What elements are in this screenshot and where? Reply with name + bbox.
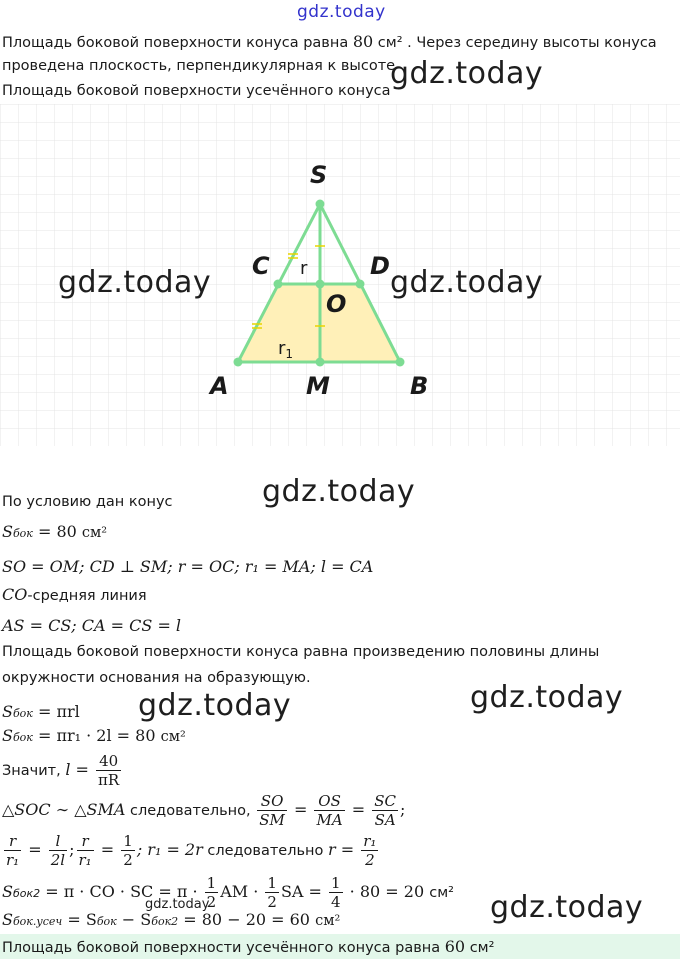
point-s xyxy=(316,200,325,209)
answer-text: Площадь боковой поверхности усечённого конуса равна 60 см² xyxy=(2,937,495,956)
label-m: M xyxy=(306,372,330,400)
formula-text-2: окружности основания на образующую. xyxy=(2,670,311,686)
formula-so-om: SO = OM; CD ⊥ SM; r = OC; r₁ = MA; l = CA xyxy=(2,557,374,576)
point-b xyxy=(396,358,405,367)
formula-as-cs: AS = CS; CA = CS = l xyxy=(2,616,182,635)
point-d xyxy=(356,280,365,289)
watermark: gdz.today xyxy=(138,688,292,723)
formula-s-frustum: Sбок.усеч = Sбок − Sбок2 = 80 − 20 = 60 см² xyxy=(2,910,341,929)
problem-line-2: проведена плоскость, перпендикулярная к высоте xyxy=(2,58,396,74)
label-s: S xyxy=(310,161,328,189)
given-text: По условию дан конус xyxy=(2,494,173,510)
formula-s-calc: Sбок = πr₁ · 2l = 80 см² xyxy=(2,726,186,745)
watermark: gdz.today xyxy=(390,56,544,91)
point-c xyxy=(274,280,283,289)
point-o xyxy=(316,280,325,289)
watermark: gdz.today xyxy=(490,890,644,925)
co-midline: CO-средняя линия xyxy=(2,585,147,604)
point-a xyxy=(234,358,243,367)
formula-ratio: $\frac{r}{\text{r₁}}$ = $\frac{l}{2l}$ ; $\frac{r}{\text{r₁}}$ = $\frac{1}{2}$ ; r₁ = 2r следовательно r = $\frac{\text{r₁}}{2}$ xyxy=(6,832,377,869)
problem-line-3: Площадь боковой поверхности усечённого конуса xyxy=(2,83,391,99)
watermark: gdz.today xyxy=(262,474,416,509)
formula-s-bok: Sбок = 80 см² xyxy=(2,522,108,541)
label-a: A xyxy=(210,372,229,400)
formula-l-value: Значит, l = $\frac{40}{\pi R}$ xyxy=(2,752,120,789)
watermark: gdz.today xyxy=(58,265,212,300)
formula-text-1: Площадь боковой поверхности конуса равна произведению половины длины xyxy=(2,644,600,660)
label-c: C xyxy=(252,252,270,280)
watermark: gdz.today xyxy=(470,680,624,715)
problem-line-1: Площадь боковой поверхности конуса равна 80 см² . Через середину высоты конуса xyxy=(2,32,657,51)
label-b: B xyxy=(410,372,429,400)
watermark-top: gdz.today xyxy=(297,2,386,22)
point-m xyxy=(316,358,325,367)
label-r1: $r_1$ xyxy=(278,338,294,361)
watermark: gdz.today xyxy=(390,265,544,300)
formula-similarity: △SOC ∼ △SMA следовательно, $\frac{SO}{SM}$ = $\frac{OS}{MA}$ = $\frac{SC}{SA}$ ; xyxy=(2,792,406,829)
label-r: r xyxy=(300,258,308,279)
label-d: D xyxy=(370,252,390,280)
label-o: O xyxy=(326,290,347,318)
formula-s-pirl: Sбок = πrl xyxy=(2,702,80,721)
watermark-small: gdz.today xyxy=(145,897,210,912)
formula-s-bok2: Sбок2 = π · CO · SC = π · $\frac{1}{2}$ AM · $\frac{1}{2}$ SA = $\frac{1}{4}$ · 80 = 20 см² xyxy=(2,874,454,911)
